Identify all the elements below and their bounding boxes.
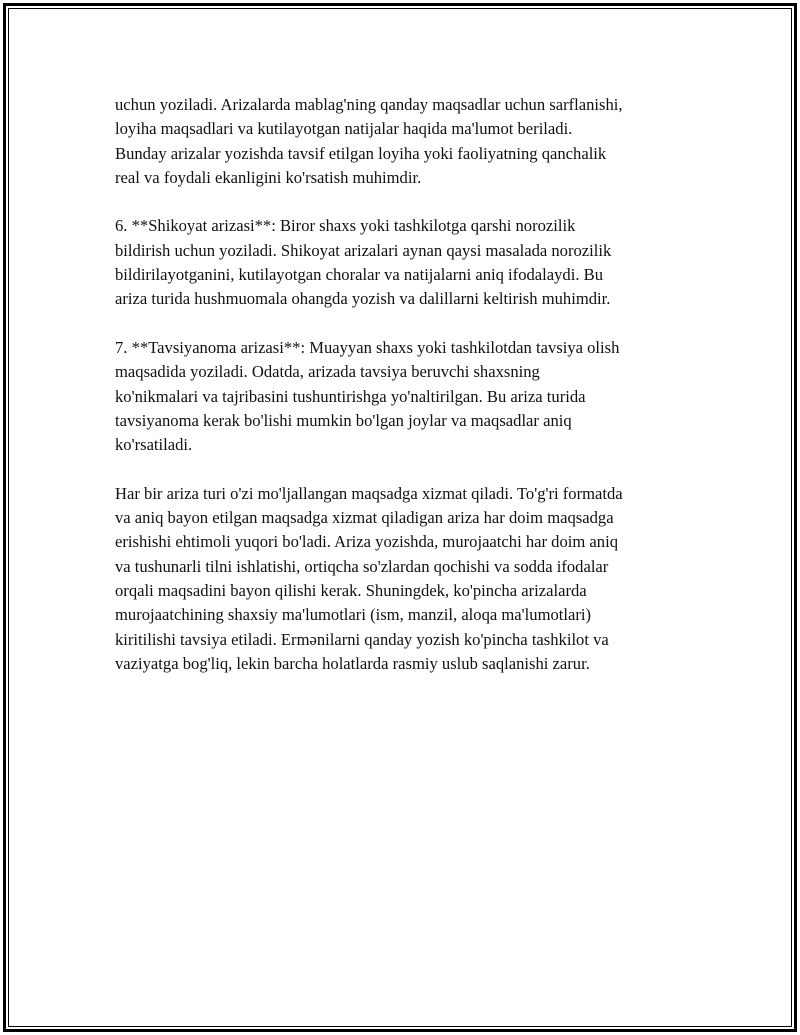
- paragraph-grant-application-continued: uchun yoziladi. Arizalarda mablag'ning qanday maqsadlar uchun sarflanishi, loyiha maqsadlari va kutilayotgan natijalar haqida ma'lumot beriladi. Bunday arizalar yozishda tavsif etilgan loyiha yoki faoliyatning qanchalik real va foydali ekanligini ko'rsatish muhimdir.: [115, 95, 623, 187]
- paragraph-complaint-application: 6. **Shikoyat arizasi**: Biror shaxs yoki tashkilotga qarshi norozilik bildirish uchun yoziladi. Shikoyat arizalari aynan qaysi masalada norozilik bildirilayotganini, kutilayotgan choralar va natijalarni aniq ifodalaydi. Bu ariza turida hushmuomala ohangda yozish va dalillarni keltirish muhimdir.: [115, 216, 612, 309]
- document-body: [115, 93, 705, 700]
- paragraph-conclusion: Har bir ariza turi o'zi mo'ljallangan maqsadga xizmat qiladi. To'g'ri formatda va aniq bayon etilgan maqsadga xizmat qiladigan ariza har doim maqsadga erishishi ehtimoli yuqori bo'ladi. Ariza yozishda, murojaatchi har doim aniq va tushunarli tilni ishlatishi, ortiqcha so'zlardan qochishi va sodda ifodalar orqali maqsadini bayon qilishi kerak. Shuningdek, ko'pincha arizalarda murojaatchining shaxsiy ma'lumotlari (ism, manzil, aloqa ma'lumotlari) kiritilishi tavsiya etiladi. Ermənilarni qanday yozish ko'pincha tashkilot va vaziyatga bog'liq, lekin barcha holatlarda rasmiy uslub saqlanishi zarur.: [115, 483, 623, 673]
- paragraph-recommendation-application: 7. **Tavsiyanoma arizasi**: Muayyan shaxs yoki tashkilotdan tavsiya olish maqsadida yoziladi. Odatda, arizada tavsiya beruvchi shaxsning ko'nikmalari va tajribasini tushuntirishga yo'naltirilgan. Bu ariza turida tavsiyanoma kerak bo'lishi mumkin bo'lgan joylar va maqsadlar aniq ko'rsatiladi.: [115, 337, 620, 455]
